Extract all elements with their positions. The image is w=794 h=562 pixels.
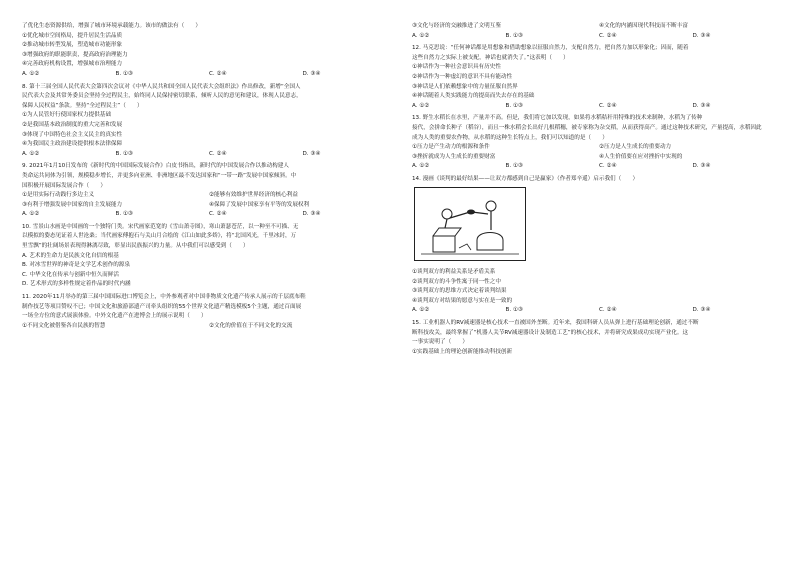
option-b: B. ①③	[115, 211, 133, 218]
option-d: D. ③④	[692, 163, 711, 170]
answer-options	[412, 102, 786, 112]
choice-item: ①神话作为一种社会意识具有历史性	[412, 64, 501, 71]
option-c: C. ②④	[599, 163, 617, 170]
question-10	[22, 223, 396, 290]
option-a: A. ①②	[412, 163, 430, 170]
choice-item: ①实践基础上的理论创新能推动科技创新	[412, 348, 513, 355]
question-line: 12. 马克思说：“任何神话都是用想象和借助想象以征服自然力，支配自然力，把自然力加以形象化；因而，随着	[412, 45, 689, 52]
option-b: B. ①③	[505, 102, 523, 109]
choice-item: ④保障了发展中国家享有平等的发展权利	[209, 201, 310, 208]
question-12	[412, 44, 786, 111]
question-line: 11. 2020年11月举办的第三届中国国际进口博览会上，中外参观者对中国非物质文化遗产传承人展示的千层底布鞋	[22, 294, 306, 301]
option-c: C. ②④	[599, 102, 617, 109]
question-11-continued	[412, 22, 786, 41]
choice-item: ③有利于增强发展中国家的自主发展能力	[22, 201, 123, 208]
choice-item: ②能够有效维护世界经济的核心利益	[209, 192, 298, 199]
option-b: B. ①③	[115, 150, 133, 157]
choice-item: ③增强政府的职能职责，提高政府治理能力	[22, 51, 128, 58]
question-9	[22, 162, 396, 220]
choice-item: ③挫折就成为人生成长的重要财富	[412, 153, 496, 160]
option-d: D. 艺术形式的多样性规定着作品的时代内涵	[22, 281, 131, 288]
question-line: 里雪飘”的壮阔场景表现得淋漓尽致，彰显出民族振兴的力量。从中我们可以感受到（ ）	[22, 243, 249, 250]
choice-item: ④文化的内涵因现代科技而不断丰富	[599, 23, 688, 29]
option-d: D. ③④	[692, 307, 711, 314]
choice-item: ①是用实际行动践行多边主义	[22, 192, 95, 199]
question-line: 8. 第十三届全国人民代表大会第四次会议对《中华人民共和国全国人民代表大会组织法》作出修改，新增“全国人	[22, 83, 301, 90]
question-15	[412, 319, 786, 357]
question-line: 9. 2021年1月10日发布的《新时代的中国国际发展合作》白皮书指出，新时代的中国发展合作以推动构建人	[22, 163, 289, 170]
choice-item: ④人生价值要在应对挫折中实现的	[599, 153, 683, 160]
choice-item: ②文化的价值在于不同文化的交流	[209, 322, 293, 329]
option-a: A. ①②	[412, 32, 430, 39]
answer-options	[412, 32, 786, 42]
option-a: A. ①②	[22, 150, 40, 157]
choice-item: ③神话是人们依赖想象中的力量征服自然界	[412, 83, 518, 90]
question-8	[22, 83, 396, 160]
choice-item: ①不同文化被借鉴各自民族的智慧	[22, 322, 106, 329]
choice-row	[22, 201, 396, 211]
question-line: 15. 工业机器人的RV减速器是核心技术一直被国外垄断。近年来，我国科研人员从弹上进行基础理论创新，通过不断	[412, 320, 699, 327]
question-line: 成为人类的重要农作物，从水稻的这种生长特点上，我们可以知道的是（ ）	[412, 134, 608, 141]
question-line: 10. 雪景山水画是中国画的一个独特门类。宋代画家范宽的《雪山萧寺图》，寒山萧瑟苍茫，以一种至不可描、无	[22, 223, 299, 230]
choice-item: ③谈判双方的思维方式决定着谈判结果	[412, 288, 507, 295]
option-c: C. 中华文化在传承与创新中恒久而鲜活	[22, 271, 119, 278]
option-a: A. ①②	[22, 211, 40, 218]
answer-options	[22, 150, 396, 160]
answer-options	[22, 210, 396, 220]
left-column	[22, 22, 396, 331]
option-b: B. ①③	[505, 307, 523, 314]
option-c: C. ②④	[599, 32, 617, 39]
choice-item: ②推动城市转型发展，塑造城市功能形象	[22, 42, 123, 49]
question-11	[22, 293, 396, 331]
option-a: A. 艺术的生命力是民族文化自信的根基	[22, 252, 119, 259]
question-line: 类命运共同体为引领，规模稳步增长，并更多向亚洲、非洲地区最不发达国家和“一带一路”发展中国家倾斜。中	[22, 172, 297, 179]
answer-options	[22, 70, 396, 80]
question-line: 13. 野生水稻长在水里，产量并不高。但是，我们将它加以发现，如果将水稻秸秆用特殊的技术来制种，水稻为了传种	[412, 115, 703, 122]
choice-item: ①谈判双方的利益关系是矛盾关系	[412, 269, 496, 276]
answer-options	[412, 306, 786, 316]
question-line: 国积极开展国际发展合作（ ）	[22, 182, 106, 189]
choice-item: ④神话随着人类实践能力的提高而失去存在的基础	[412, 93, 535, 100]
choice-item: ④谈判双方对结果的愿意与实在是一致的	[412, 297, 513, 304]
choice-item: ②压力是人生成长的重要动力	[599, 144, 672, 151]
choice-row	[412, 143, 786, 153]
answer-options	[412, 162, 786, 172]
option-a: A. ①②	[412, 102, 430, 109]
option-d: D. ③④	[692, 32, 711, 39]
question-line: 一场全方位的意式展演体验。中外文化遗产在进博会上的展示说明（ ）	[22, 313, 207, 320]
option-b: B. ①③	[115, 70, 133, 77]
question-line: 保障人民权益”条款。坚持“全过程民主”（ ）	[22, 102, 143, 109]
choice-item: ②谈判双方的斗争性寓于同一性之中	[412, 278, 501, 285]
question-line: 制作技艺等项目赞叹不已；中国文化和旅游部遗产司牵头组织的55个世界文化遗产精选模板5个主题，通过百面展	[22, 303, 302, 310]
question-line: 接代，会拼命长种子（稻谷），而且一株水稻会长出好几根稻穗，被专家称为杂交稻，从而获得高产。通过这种技术研究，产量提高，水稻因此	[412, 124, 762, 131]
option-b: B. 对冰雪世界的神奇是文学艺术创作的源泉	[22, 262, 131, 269]
option-d: D. ③④	[302, 70, 321, 77]
option-a: A. ①②	[412, 307, 430, 314]
option-c: C. ②④	[209, 150, 227, 157]
option-d: D. ③④	[692, 102, 711, 109]
choice-item: ②神话作为一种虚幻的意识不具有能动性	[412, 73, 513, 80]
question-7	[22, 22, 396, 80]
choice-item: ④为我国民主政治建设提供根本法律保障	[22, 141, 123, 148]
question-line: 14. 漫画《谈判的最好结果——让双方都感到自己是赢家》（作者郑辛遥）启示我们（ ）	[412, 175, 639, 182]
question-line: 断科技攻关，最终掌握了“机器人关节RV减速器设计及制造工艺”的核心技术，并将研究成果成功实现产业化。这	[412, 329, 689, 336]
question-line: 了优化生态资源供给，增强了城市环境承载能力。该市的做法有（ ）	[22, 23, 202, 29]
option-d: D. ③④	[302, 211, 321, 218]
option-a: A. ①②	[22, 70, 40, 77]
option-c: C. ②④	[599, 307, 617, 314]
choice-item: ①优化城市空间格局，提升居民生活品质	[22, 32, 123, 39]
option-c: C. ②④	[209, 70, 227, 77]
option-b: B. ①③	[505, 32, 523, 39]
choice-row	[412, 153, 786, 163]
question-line: 这些自然力之实际上被支配，神话也就消失了。”这表明（ ）	[412, 54, 569, 61]
choice-item: ④完善政府机构设置，增强城市治理能力	[22, 61, 123, 68]
choice-item: ①为人民管好行使国家权力提供基础	[22, 112, 111, 119]
option-b: B. ①③	[505, 163, 523, 170]
question-line: 以模拟的姿态见证着人世沧桑；当代画家傅抱石与关山月合绘的《江山如此多娇》，将“北国风光，千里冰封，万	[22, 233, 297, 240]
option-c: C. ②④	[209, 211, 227, 218]
right-column	[412, 22, 786, 357]
choice-row	[22, 191, 396, 201]
choice-item: ③文化与经济的交融推进了文明互鉴	[412, 23, 501, 29]
negotiation-cartoon	[414, 187, 526, 261]
question-13	[412, 114, 786, 172]
choice-item: ②是我国基本政治制度的重大完善和发展	[22, 121, 123, 128]
choice-row	[22, 322, 396, 332]
question-14	[412, 175, 786, 316]
choice-row	[412, 22, 786, 32]
choice-item: ③体现了中国特色社会主义民主的真实性	[22, 131, 123, 138]
choice-item: ①压力是产生动力的根源和条件	[412, 144, 490, 151]
question-line: 一事实说明了（ ）	[412, 339, 468, 346]
question-line: 民代表大会及其常务委员会坚持全过程民主，始终同人民保持密切联系，倾听人民的意见和建议，体现人民意志，	[22, 93, 302, 100]
option-d: D. ③④	[302, 150, 321, 157]
